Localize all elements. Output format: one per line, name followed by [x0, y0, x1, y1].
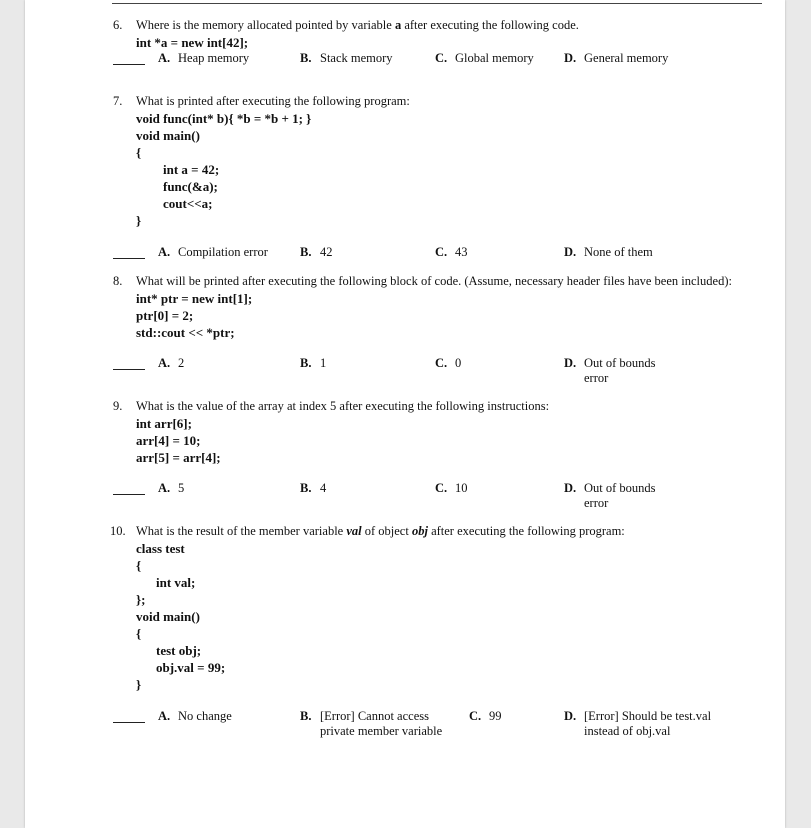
q8-option-b[interactable]: B. 1 — [300, 356, 327, 370]
question-10-code-line: { — [136, 558, 142, 573]
question-9-code-line: arr[5] = arr[4]; — [136, 450, 221, 465]
question-6-text: Where is the memory allocated pointed by variable a after executing the following code. — [136, 18, 579, 32]
question-8-code-line: ptr[0] = 2; — [136, 308, 194, 323]
question-9-code-line: int arr[6]; — [136, 416, 192, 431]
question-8-number: 8. — [113, 274, 123, 288]
q10-option-c[interactable]: C. 99 — [469, 709, 502, 723]
answer-blank-9[interactable] — [113, 494, 145, 495]
answer-blank-8[interactable] — [113, 369, 145, 370]
question-10-code-line: }; — [136, 592, 146, 607]
q8-option-a[interactable]: A. 2 — [158, 356, 185, 370]
question-10-code-line: { — [136, 626, 142, 641]
q9-option-a[interactable]: A. 5 — [158, 481, 185, 495]
q6-option-a[interactable]: A. Heap memory — [158, 51, 250, 65]
q9-option-c[interactable]: C. 10 — [435, 481, 468, 495]
question-9-code-line: arr[4] = 10; — [136, 433, 201, 448]
question-6-code-line: int *a = new int[42]; — [136, 35, 249, 50]
q7-option-d[interactable]: D. None of them — [564, 245, 653, 259]
question-7-code-line: int a = 42; — [163, 162, 220, 177]
question-7-code-line: void main() — [136, 128, 200, 143]
question-7-text: What is printed after executing the following program: — [136, 94, 410, 108]
q8-option-c[interactable]: C. 0 — [435, 356, 462, 370]
q6-option-c[interactable]: C. Global memory — [435, 51, 534, 65]
q9-option-d[interactable]: D. Out of bounds error — [564, 481, 656, 510]
question-7-code-line: void func(int* b){ *b = *b + 1; } — [136, 111, 312, 126]
question-10-text: What is the result of the member variable val of object obj after executing the following program: — [136, 524, 625, 538]
q6-option-b[interactable]: B. Stack memory — [300, 51, 393, 65]
question-10-code-line: class test — [136, 541, 185, 556]
question-8-text: What will be printed after executing the following block of code. (Assume, necessary header files have been included): — [136, 274, 732, 288]
q7-option-a[interactable]: A. Compilation error — [158, 245, 268, 259]
answer-blank-10[interactable] — [113, 722, 145, 723]
question-10-code-line: void main() — [136, 609, 200, 624]
q10-option-a[interactable]: A. No change — [158, 709, 232, 723]
top-rule — [112, 3, 762, 4]
q7-option-c[interactable]: C. 43 — [435, 245, 468, 259]
q7-option-b[interactable]: B. 42 — [300, 245, 333, 259]
q9-option-b[interactable]: B. 4 — [300, 481, 327, 495]
question-7-code-line: } — [136, 213, 142, 228]
question-9-text: What is the value of the array at index 5 after executing the following instructions: — [136, 399, 550, 413]
question-7-code-line: cout<<a; — [163, 196, 213, 211]
answer-blank-6[interactable] — [113, 64, 145, 65]
answer-blank-7[interactable] — [113, 258, 145, 259]
question-8-code-line: std::cout << *ptr; — [136, 325, 235, 340]
question-10-code-line: obj.val = 99; — [156, 660, 226, 675]
question-10-code-line: test obj; — [156, 643, 202, 658]
question-7-code-line: { — [136, 145, 142, 160]
q10-option-b[interactable]: B. [Error] Cannot access private member variable — [300, 709, 443, 738]
question-10-code-line: } — [136, 677, 142, 692]
question-9-number: 9. — [113, 399, 123, 413]
question-8-code-line: int* ptr = new int[1]; — [136, 291, 253, 306]
question-10-code-line: int val; — [156, 575, 196, 590]
q6-option-d[interactable]: D. General memory — [564, 51, 669, 65]
q8-option-d[interactable]: D. Out of bounds error — [564, 356, 656, 385]
q10-option-d[interactable]: D. [Error] Should be test.val instead of obj.val — [564, 709, 712, 738]
question-10-number: 10. — [110, 524, 126, 538]
question-7-code-line: func(&a); — [163, 179, 218, 194]
question-6-number: 6. — [113, 18, 123, 32]
question-7-number: 7. — [113, 94, 123, 108]
